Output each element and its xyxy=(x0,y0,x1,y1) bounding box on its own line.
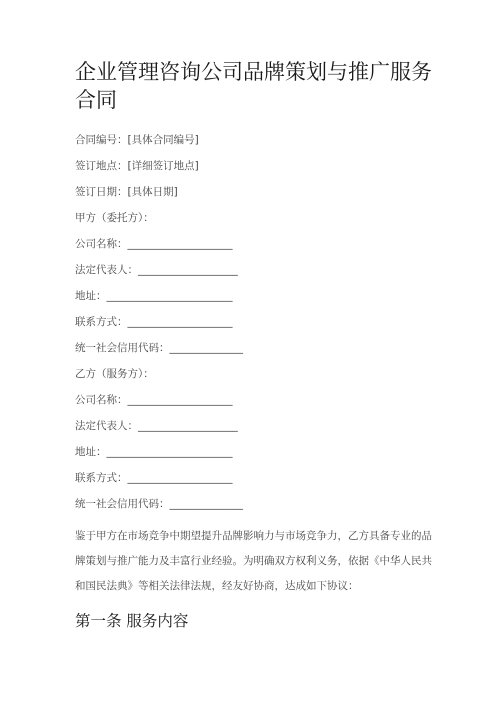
party-a-legal-rep xyxy=(75,263,238,277)
preamble-paragraph: 鉴于甲方在市场竞争中期望提升品牌影响力与市场竞争力，乙方具备专业的品牌策划与推广能力及丰富行业经验。为明确双方权利义务，依据《中华人民共和国民法典》等相关法律法规，经友好协商，达成如下协议： xyxy=(75,530,432,592)
field-label: 地址： xyxy=(75,446,107,458)
party-b-heading: 乙方（服务方）： xyxy=(75,368,154,380)
field-label: 联系方式： xyxy=(75,316,128,328)
field-blank: ______________ xyxy=(169,342,243,354)
field-blank: ____________________ xyxy=(127,316,233,328)
signing-location: 签订地点：[详细签订地点] xyxy=(75,160,199,172)
field-blank: ____________________ xyxy=(127,472,233,484)
party-b-address xyxy=(75,445,233,459)
field-label: 地址： xyxy=(75,290,107,302)
field-label: 公司名称： xyxy=(75,238,128,250)
field-label: 统一社会信用代码： xyxy=(75,342,170,354)
party-b-company-name xyxy=(75,393,233,407)
document-title: 企业管理咨询公司品牌策划与推广服务合同 xyxy=(75,60,432,112)
section-heading: 第一条 服务内容 xyxy=(75,612,189,630)
party-b-credit-code xyxy=(75,497,243,511)
field-label: 公司名称： xyxy=(75,394,128,406)
field-blank: ____________________ xyxy=(127,238,233,250)
contract-number: 合同编号：[具体合同编号] xyxy=(75,134,199,146)
field-blank: ___________________ xyxy=(138,420,238,432)
party-a-company-name xyxy=(75,237,233,251)
field-blank: ____________________ xyxy=(127,394,233,406)
field-label: 联系方式： xyxy=(75,472,128,484)
field-blank: ________________________ xyxy=(106,446,233,458)
party-b-contact xyxy=(75,471,233,485)
field-blank: ________________________ xyxy=(106,290,233,302)
signing-date: 签订日期：[具体日期] xyxy=(75,186,178,198)
field-blank: ___________________ xyxy=(138,264,238,276)
field-label: 法定代表人： xyxy=(75,264,138,276)
party-a-credit-code xyxy=(75,341,243,355)
field-blank: ______________ xyxy=(169,498,243,510)
party-a-address xyxy=(75,289,233,303)
party-a-contact xyxy=(75,315,233,329)
party-b-legal-rep xyxy=(75,419,238,433)
field-label: 法定代表人： xyxy=(75,420,138,432)
party-a-heading: 甲方（委托方）： xyxy=(75,212,154,224)
field-label: 统一社会信用代码： xyxy=(75,498,170,510)
